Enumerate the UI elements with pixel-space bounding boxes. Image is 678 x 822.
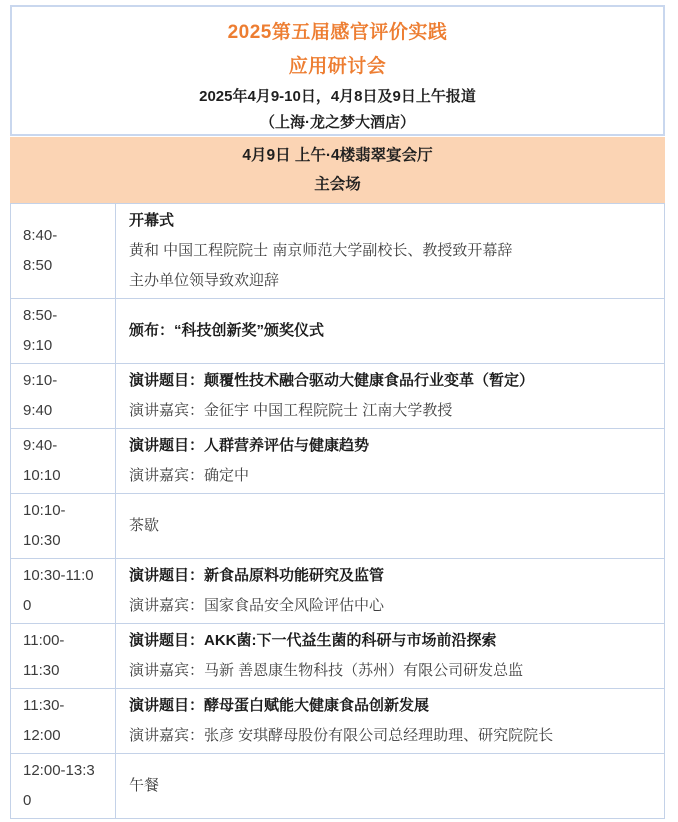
time-text: 0 (23, 597, 32, 614)
schedule-row (11, 204, 664, 299)
banner-session-name: 主会场 (314, 176, 361, 193)
session-detail: 演讲嘉宾：确定中 (129, 467, 250, 484)
time-text: 0 (23, 792, 32, 809)
session-detail: 演讲嘉宾：金征宇 中国工程院院士 江南大学教授 (129, 402, 453, 419)
schedule-row (11, 494, 664, 559)
time-text: 12:00 (23, 727, 61, 744)
time-text: 9:10 (23, 337, 53, 354)
event-title-line2: 应用研讨会 (288, 56, 387, 77)
schedule-row (11, 624, 664, 689)
session-title: 演讲题目：人群营养评估与健康趋势 (129, 437, 370, 454)
session-cell (116, 204, 664, 298)
session-title: 颁布：“科技创新奖”颁奖仪式 (129, 322, 325, 339)
time-text: 9:10- (23, 372, 58, 389)
time-cell (11, 429, 116, 493)
schedule-row (11, 429, 664, 494)
session-title: 开幕式 (129, 212, 175, 229)
banner-session-location: 4月9日 上午·4楼翡翠宴会厅 (242, 147, 433, 164)
schedule-row (11, 689, 664, 754)
schedule-row (11, 299, 664, 364)
time-text: 11:30- (23, 697, 65, 714)
schedule-row (11, 559, 664, 624)
session-detail: 午餐 (129, 777, 160, 794)
time-text: 8:40- (23, 227, 58, 244)
time-cell (11, 299, 116, 363)
session-title: 演讲题目：酵母蛋白赋能大健康食品创新发展 (129, 697, 430, 714)
time-text: 8:50- (23, 307, 58, 324)
event-title-line1: 2025第五届感官评价实践 (227, 22, 448, 43)
time-text: 9:40 (23, 402, 53, 419)
session-detail: 演讲嘉宾：张彦 安琪酵母股份有限公司总经理助理、研究院院长 (129, 727, 554, 744)
time-text: 8:50 (23, 257, 53, 274)
time-cell (11, 494, 116, 558)
time-cell (11, 364, 116, 428)
time-text: 10:30 (23, 532, 61, 549)
schedule-row (11, 754, 664, 819)
time-cell (11, 689, 116, 753)
session-cell (116, 624, 664, 688)
session-cell (116, 494, 664, 558)
session-title: 演讲题目：颠覆性技术融合驱动大健康食品行业变革（暂定） (129, 372, 535, 389)
time-cell (11, 559, 116, 623)
time-cell (11, 624, 116, 688)
time-text: 11:00- (23, 632, 65, 649)
session-detail: 演讲嘉宾：国家食品安全风险评估中心 (129, 597, 385, 614)
time-cell (11, 204, 116, 298)
session-detail: 主办单位领导致欢迎辞 (129, 272, 280, 289)
time-text: 10:30-11:0 (23, 567, 94, 584)
time-text: 11:30 (23, 662, 60, 679)
session-cell (116, 364, 664, 428)
agenda-header (10, 5, 665, 136)
session-cell (116, 559, 664, 623)
session-cell (116, 299, 664, 363)
session-cell (116, 754, 664, 818)
session-detail: 茶歇 (129, 517, 160, 534)
time-text: 10:10 (23, 467, 61, 484)
session-title: 演讲题目：新食品原料功能研究及监管 (129, 567, 385, 584)
schedule-table (10, 203, 665, 819)
time-text: 10:10- (23, 502, 66, 519)
session-title: 演讲题目：AKK菌:下一代益生菌的科研与市场前沿探索 (129, 632, 497, 649)
time-cell (11, 754, 116, 818)
event-venue: （上海·龙之梦大酒店） (260, 114, 415, 131)
time-text: 9:40- (23, 437, 58, 454)
event-dates: 2025年4月9-10日，4月8日及9日上午报道 (199, 88, 476, 105)
session-detail: 黄和 中国工程院院士 南京师范大学副校长、教授致开幕辞 (129, 242, 513, 259)
schedule-row (11, 364, 664, 429)
time-text: 12:00-13:3 (23, 762, 95, 779)
session-banner (10, 137, 665, 203)
session-cell (116, 689, 664, 753)
session-detail: 演讲嘉宾：马新 善恩康生物科技（苏州）有限公司研发总监 (129, 662, 524, 679)
session-cell (116, 429, 664, 493)
